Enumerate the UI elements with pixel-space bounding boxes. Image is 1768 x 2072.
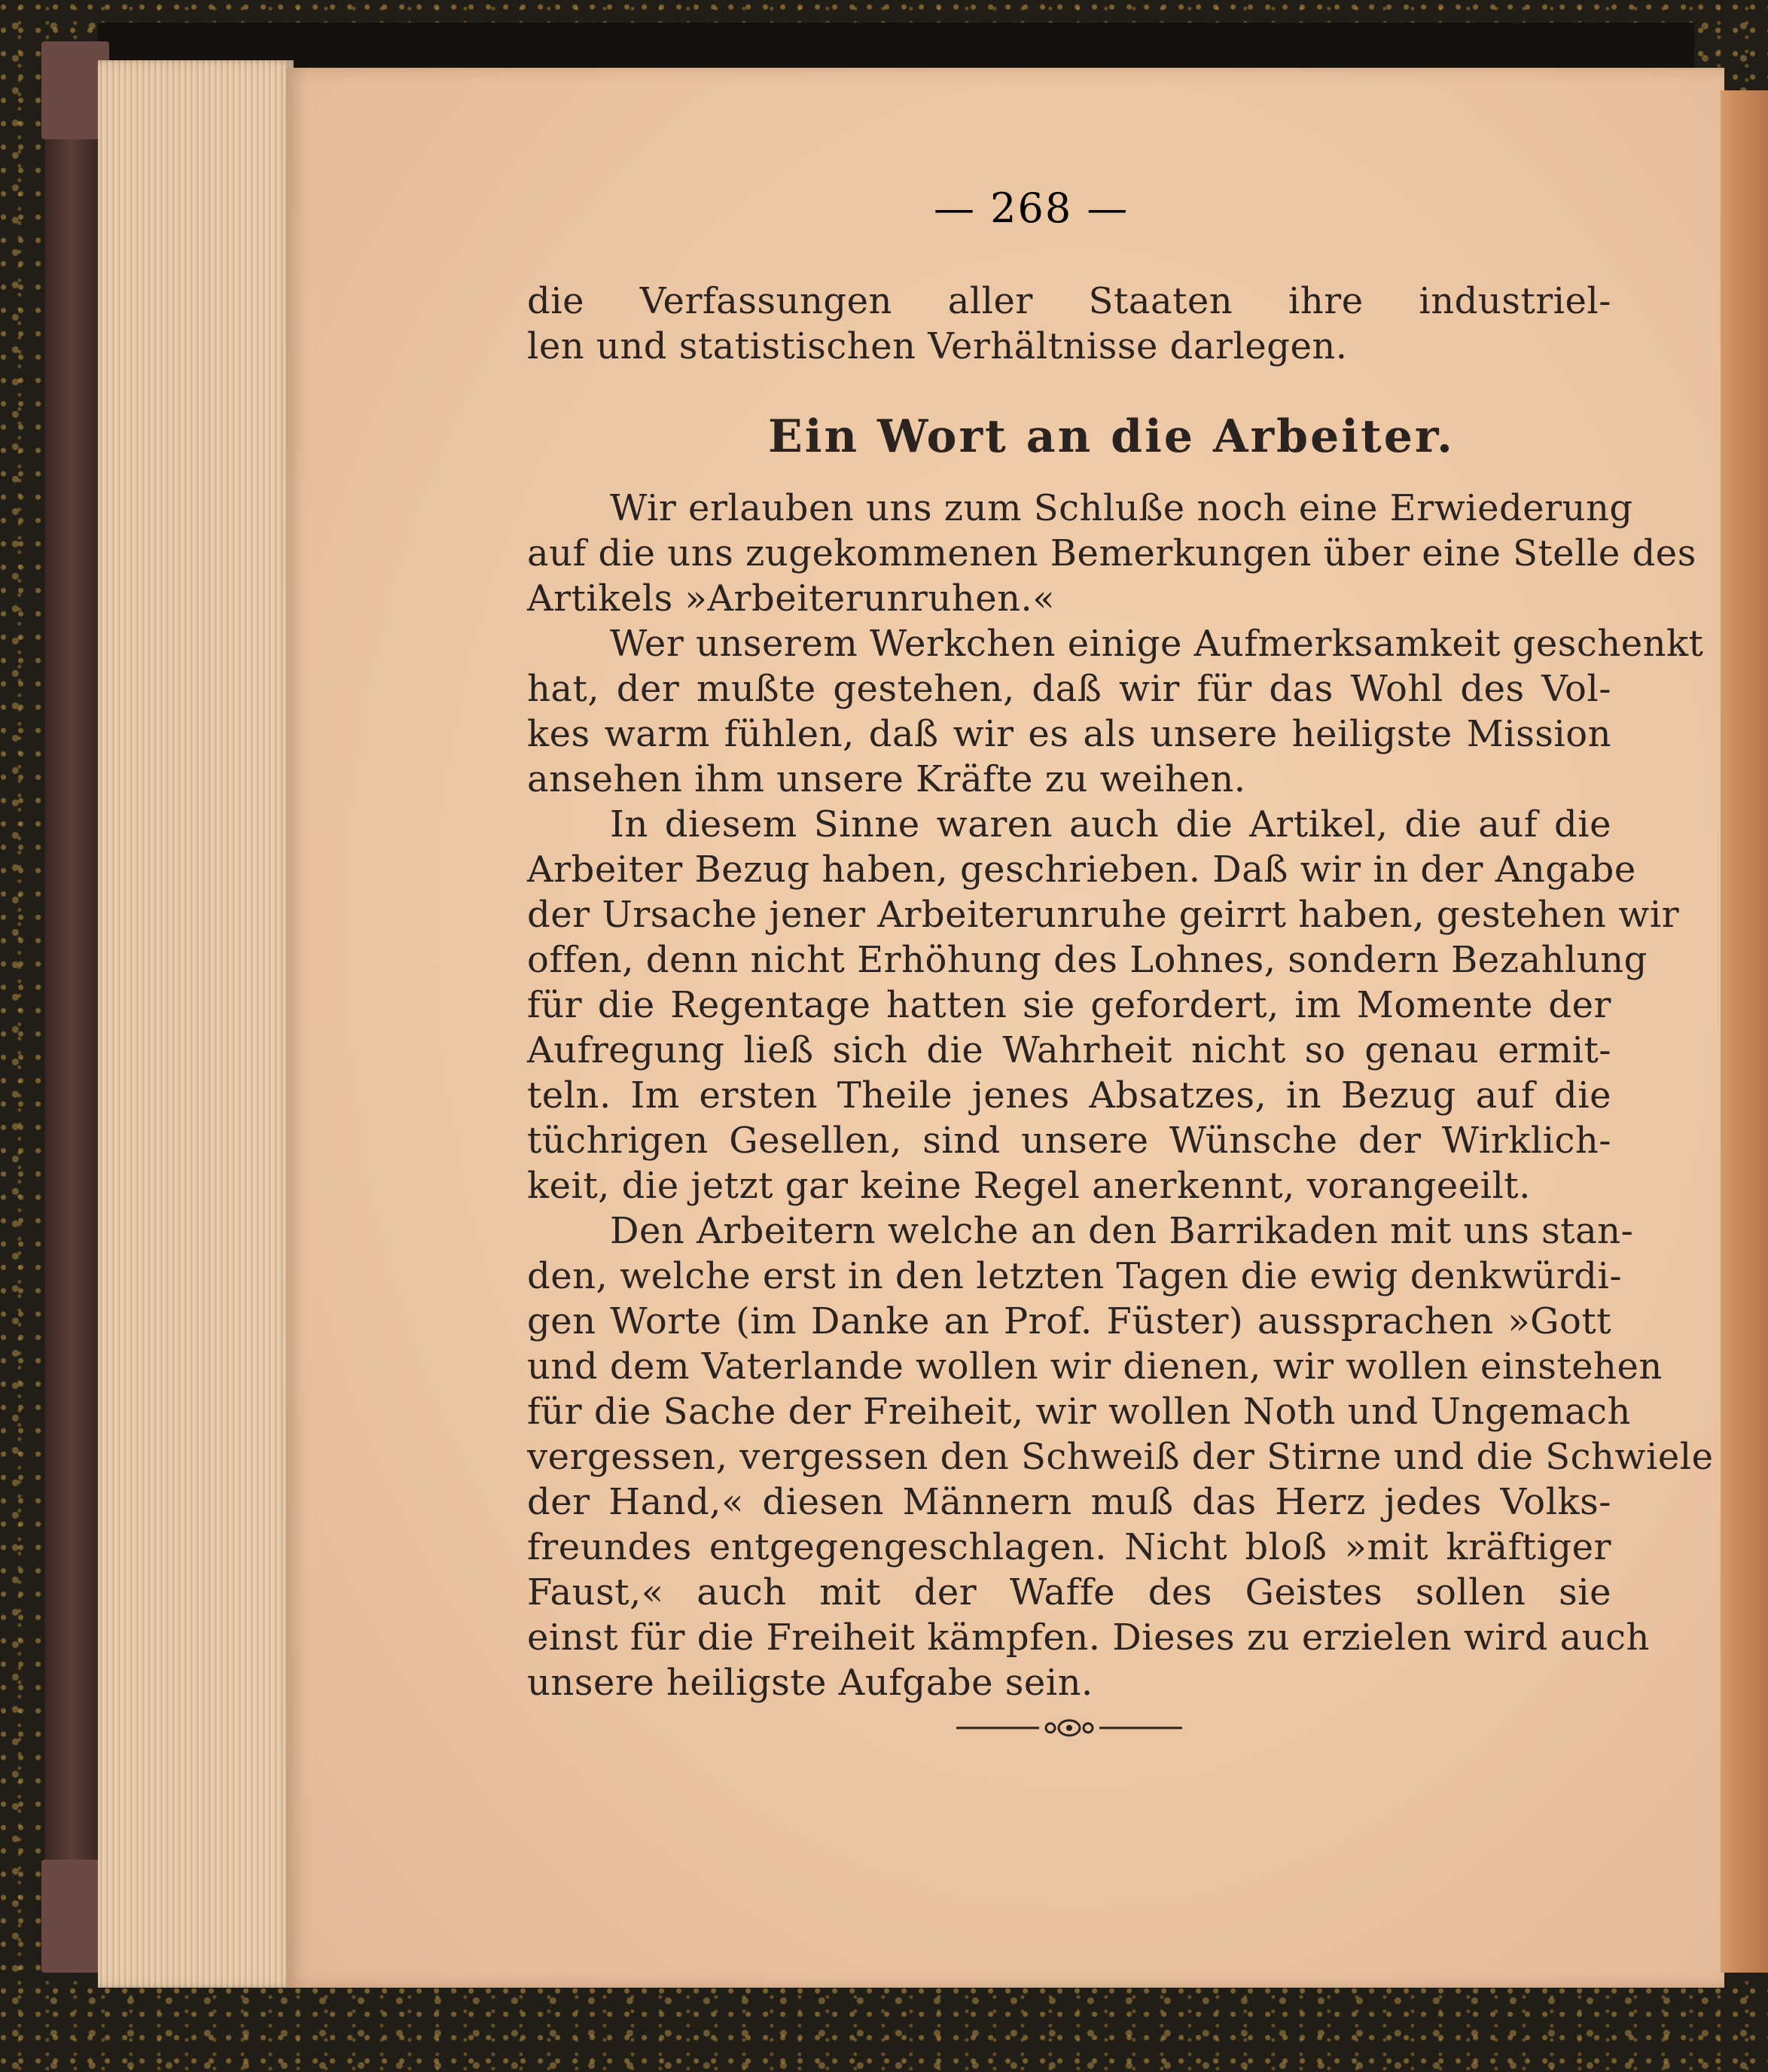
section-heading: Ein Wort an die Arbeiter.: [768, 410, 1455, 463]
text-line: teln. Im ersten Theile jenes Absatzes, in Bezug auf die: [527, 1074, 1611, 1117]
text-line: keit, die jetzt gar keine Regel anerkennt, vorangeeilt.: [527, 1165, 1531, 1207]
facing-page-edge: [1721, 90, 1768, 1973]
text-line: offen, denn nicht Erhöhung des Lohnes, sondern Bezahlung: [527, 939, 1648, 981]
text-line: für die Regentage hatten sie gefordert, im Momente der: [527, 984, 1611, 1026]
text-line: In diesem Sinne waren auch die Artikel, die auf die: [610, 803, 1611, 846]
page-number: — 268 —: [934, 184, 1129, 232]
text-line: freundes entgegengeschlagen. Nicht bloß »mit kräftiger: [527, 1526, 1611, 1568]
text-line: hat, der mußte gestehen, daß wir für das Wohl des Vol-: [527, 668, 1611, 710]
text-line: gen Worte (im Danke an Prof. Füster) aussprachen »Gott: [527, 1300, 1611, 1342]
text-line: einst für die Freiheit kämpfen. Dieses zu erzielen wird auch: [527, 1616, 1650, 1659]
binding-edge: [45, 45, 98, 1973]
text-line: kes warm fühlen, daß wir es als unsere heiligste Mission: [527, 713, 1611, 755]
text-line: ansehen ihm unsere Kräfte zu weihen.: [527, 758, 1246, 800]
text-line: der Hand,« diesen Männern muß das Herz jedes Volks-: [527, 1481, 1611, 1523]
text-line: Wir erlauben uns zum Schluße noch eine Erwiederung: [610, 487, 1633, 529]
text-line: Arbeiter Bezug haben, geschrieben. Daß wir in der Angabe: [527, 849, 1636, 891]
text-line: vergessen, vergessen den Schweiß der Stirne und die Schwiele: [527, 1436, 1714, 1478]
text-line: tüchrigen Gesellen, sind unsere Wünsche der Wirklich-: [527, 1120, 1611, 1162]
text-line: der Ursache jener Arbeiterunruhe geirrt haben, gestehen wir: [527, 894, 1680, 936]
text-line: Wer unserem Werkchen einige Aufmerksamkeit geschenkt: [610, 623, 1704, 665]
text-line: len und statistischen Verhältnisse darlegen.: [527, 325, 1348, 367]
text-line: auf die uns zugekommenen Bemerkungen über eine Stelle des: [527, 532, 1696, 574]
text-line: den, welche erst in den letzten Tagen die ewig denkwürdi-: [527, 1255, 1623, 1297]
text-line: unsere heiligste Aufgabe sein.: [527, 1662, 1093, 1704]
text-line: für die Sache der Freiheit, wir wollen Noth und Ungemach: [527, 1391, 1631, 1433]
text-line: Faust,« auch mit der Waffe des Geistes sollen sie: [527, 1571, 1611, 1613]
text-line: Artikels »Arbeiterunruhen.«: [527, 577, 1056, 620]
text-line: Den Arbeitern welche an den Barrikaden mit uns stan-: [610, 1210, 1634, 1252]
text-line: Aufregung ließ sich die Wahrheit nicht so genau ermit-: [527, 1029, 1611, 1071]
ornament-divider-icon: [956, 1717, 1182, 1739]
text-line: und dem Vaterlande wollen wir dienen, wir wollen einstehen: [527, 1345, 1663, 1388]
text-line: die Verfassungen aller Staaten ihre industriel-: [527, 280, 1611, 322]
page-stack-edges: [98, 60, 294, 1988]
